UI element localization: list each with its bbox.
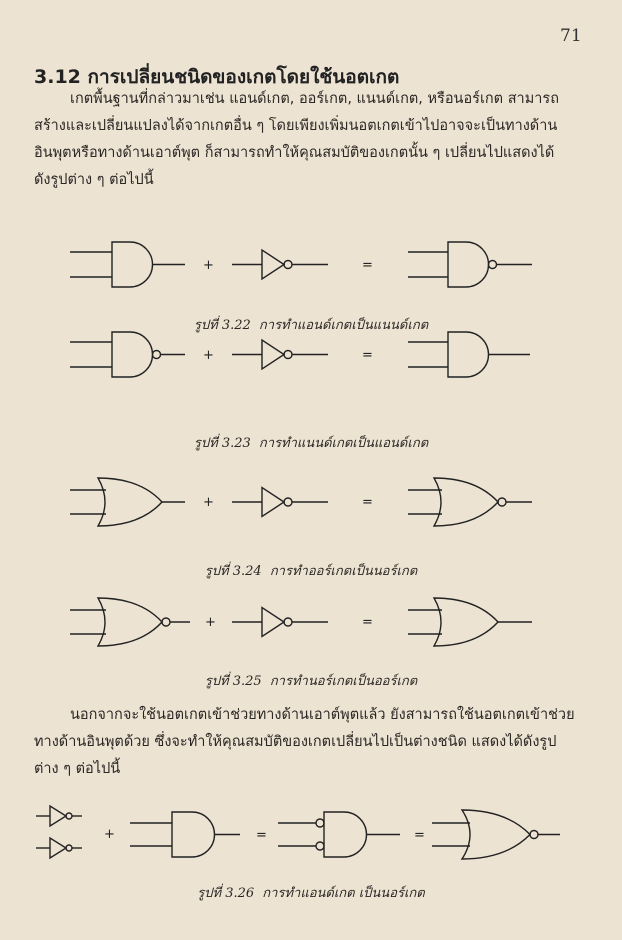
figure-3-26 [0, 796, 622, 906]
paragraph-line: ทางด้านอินพุตด้วย ซึ่งจะทำให้คุณสมบัติของเกตเปลี่ยนไปเป็นต่างชนิด แสดงได้ดังรูป [34, 734, 557, 750]
equals-sign: = [362, 615, 373, 630]
caption-text: การทำแนนด์เกตเป็นแอนด์เกต [258, 436, 429, 451]
section-title: การเปลี่ยนชนิดของเกตโดยใช้นอตเกต [87, 66, 400, 88]
nor-gate-icon [408, 478, 532, 526]
nor-not-or-diagram [0, 588, 622, 663]
figure-3-22 [0, 232, 622, 332]
plus-sign: + [205, 615, 216, 630]
figure-caption [0, 882, 622, 903]
second-paragraph [34, 702, 594, 783]
caption-label: รูปที่ [204, 674, 229, 689]
plus-sign: + [203, 258, 214, 273]
nand-not-and-diagram [0, 322, 622, 392]
figure-caption [0, 670, 622, 691]
and-gate-icon [408, 332, 530, 377]
not-gate-icon [232, 250, 328, 279]
intro-paragraph [34, 86, 594, 194]
paragraph-line: สร้างและเปลี่ยนแปลงได้จากเกตอื่น ๆ โดยเพียงเพิ่มนอตเกตเข้าไปอาจจะเป็นทางด้าน [34, 118, 558, 134]
figure-caption [0, 560, 622, 581]
or-gate-icon [408, 598, 532, 646]
figure-3-24 [0, 468, 622, 578]
caption-text: การทำออร์เกตเป็นนอร์เกต [269, 564, 418, 579]
caption-text: การทำแอนด์เกต เป็นนอร์เกต [262, 886, 425, 901]
equals-sign: = [362, 258, 373, 273]
plus-sign: + [104, 827, 115, 842]
caption-label: รูปที่ [204, 564, 229, 579]
or-not-nor-diagram [0, 468, 622, 543]
caption-number: 3.25 [232, 674, 262, 689]
equals-sign: = [256, 828, 267, 843]
page-number: 71 [560, 26, 582, 46]
or-gate-icon [70, 478, 185, 526]
caption-label: รูปที่ [193, 318, 218, 333]
equals-sign: = [414, 828, 425, 843]
paragraph-line: เกตพื้นฐานที่กล่าวมาเช่น แอนด์เกต, ออร์เกต, แนนด์เกต, หรือนอร์เกต สามารถ [70, 91, 559, 107]
paragraph-line: นอกจากจะใช้นอตเกตเข้าช่วยทางด้านเอาต์พุตแล้ว ยังสามารถใช้นอตเกตเข้าช่วย [70, 707, 575, 723]
paragraph-line: ต่าง ๆ ต่อไปนี้ [34, 761, 121, 777]
caption-number: 3.23 [221, 436, 251, 451]
nor-gate-icon [432, 810, 560, 859]
figure-3-25 [0, 588, 622, 698]
caption-label: รูปที่ [193, 436, 218, 451]
equals-sign: = [362, 348, 373, 363]
not-gate-icon [232, 608, 328, 637]
and-gate-icon [130, 812, 240, 857]
equals-sign: = [362, 495, 373, 510]
not-gate-icon [36, 806, 82, 826]
not-gate-icon [232, 340, 328, 369]
paragraph-line: ดังรูปต่าง ๆ ต่อไปนี้ [34, 172, 154, 188]
caption-number: 3.22 [221, 318, 251, 333]
and-gate-icon [70, 242, 185, 287]
inverted-input-and-gate-icon [278, 812, 400, 857]
section-number: 3.12 [34, 66, 81, 88]
caption-text: การทำนอร์เกตเป็นออร์เกต [269, 674, 418, 689]
figure-3-23 [0, 322, 622, 451]
nor-gate-icon [70, 598, 190, 646]
plus-sign: + [203, 495, 214, 510]
inverted-and-nor-diagram [0, 796, 622, 876]
nand-gate-icon [70, 332, 185, 377]
caption-label: รูปที่ [197, 886, 222, 901]
nand-gate-icon [408, 242, 532, 287]
and-not-nand-diagram [0, 232, 622, 302]
not-gate-icon [232, 488, 328, 517]
plus-sign: + [203, 348, 214, 363]
caption-text: การทำแอนด์เกตเป็นแนนด์เกต [258, 318, 429, 333]
paragraph-line: อินพุตหรือทางด้านเอาต์พุต ก็สามารถทำให้คุณสมบัติของเกตนั้น ๆ เปลี่ยนไปแสดงได้ [34, 145, 555, 161]
caption-number: 3.26 [225, 886, 255, 901]
figure-caption [0, 432, 622, 453]
not-gate-icon [36, 838, 82, 858]
caption-number: 3.24 [232, 564, 262, 579]
